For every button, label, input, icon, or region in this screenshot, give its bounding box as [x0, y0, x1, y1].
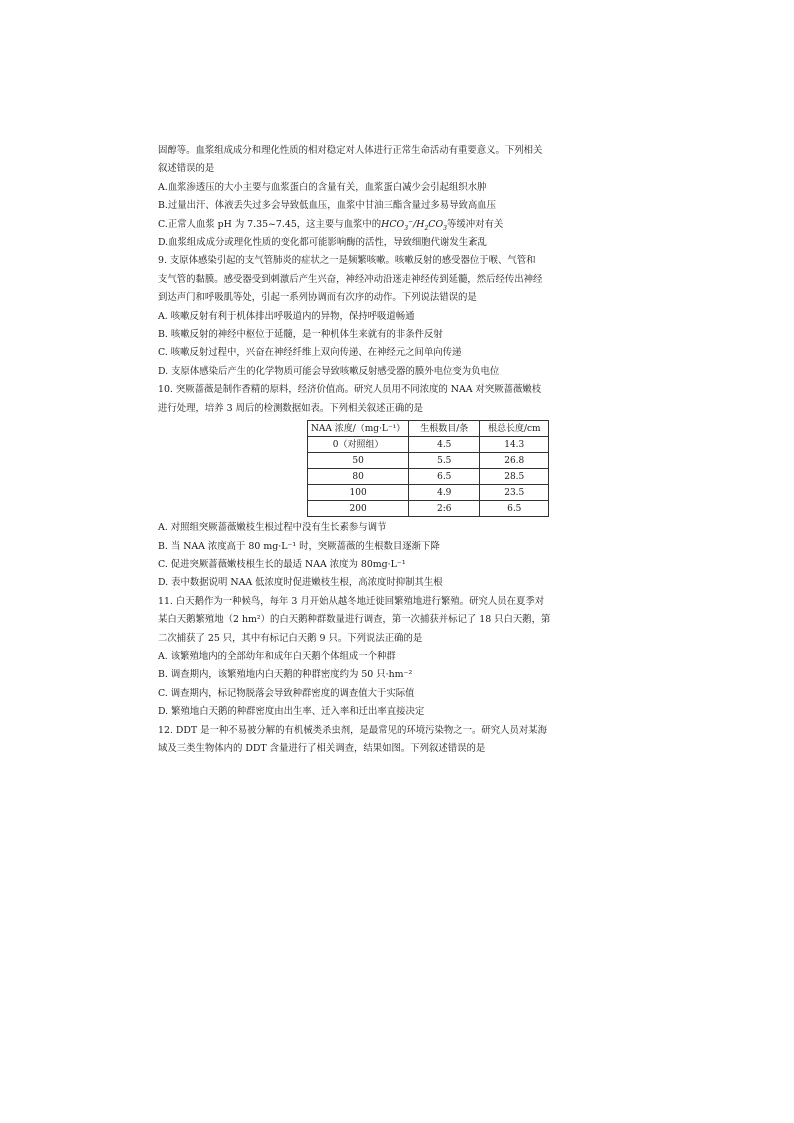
table-cell: 5.5: [409, 453, 480, 469]
q9-option-a: A. 咳嗽反射有利于机体排出呼吸道内的异物，保持呼吸道畅通: [158, 310, 415, 322]
q10-option-b: B. 当 NAA 浓度高于 80 mg·L⁻¹ 时，突厥蔷薇的生根数目逐渐下降: [158, 540, 440, 552]
q11-stem-line-1: 11. 白天鹅作为一种候鸟，每年 3 月开始从越冬地迁徙回繁殖地进行繁殖。研究人员在夏季对: [158, 595, 545, 607]
q11-option-c: C. 调查期内，标记物脱落会导致种群密度的调查值大于实际值: [158, 687, 415, 699]
table-cell: 26.8: [480, 453, 549, 469]
q11-option-b: B. 调查期内，该繁殖地内白天鹅的种群密度约为 50 只·hm⁻²: [158, 669, 413, 681]
q12-stem-line-1: 12. DDT 是一种不易被分解的有机械类杀虫剂，是最常见的环境污染物之一。研究人员对某海: [158, 724, 548, 736]
q11-option-a: A. 该繁殖地内的全部幼年和成年白天鹅个体组成一个种群: [158, 650, 396, 662]
q8-option-d: D.血浆组成成分或理化性质的变化都可能影响酶的活性，导致细胞代谢发生紊乱: [158, 237, 487, 249]
naa-data-table: [307, 420, 549, 517]
q10-option-a: A. 对照组突厥蔷薇嫩枝生根过程中没有生长素参与调节: [158, 522, 387, 534]
q11-option-d: D. 繁殖地白天鹅的种群密度由出生率、迁入率和迁出率直接决定: [158, 706, 425, 718]
q9-stem-line-1: 9. 支原体感染引起的支气管肺炎的症状之一是频繁咳嗽。咳嗽反射的感受器位于喉、气管和: [158, 255, 536, 267]
q8-option-c-text: C.正常人血浆 pH 为 7.35~7.45，这主要与血浆中的: [158, 218, 382, 230]
table-row: [308, 437, 549, 453]
q8-option-c-tail: 等缓冲对有关: [446, 218, 504, 230]
q12-stem-line-2: 域及三类生物体内的 DDT 含量进行了相关调查，结果如图。下列叙述错误的是: [158, 742, 486, 754]
q8-option-c: [158, 216, 618, 234]
table-cell: 100: [308, 485, 409, 501]
q9-option-b: B. 咳嗽反射的神经中枢位于延髓，是一种机体生来就有的非条件反射: [158, 329, 443, 341]
q10-stem-line-1: 10. 突厥蔷薇是制作香精的原料，经济价值高。研究人员用不同浓度的 NAA 对突厥蔷薇嫩枝: [158, 384, 542, 396]
table-row: [308, 501, 549, 517]
q8-option-b: B.过量出汗、体液丢失过多会导致低血压，血浆中甘油三酯含量过多易导致高血压: [158, 200, 496, 212]
table-header-row: [308, 421, 549, 437]
table-cell: 50: [308, 453, 409, 469]
table-cell: 4.5: [409, 437, 480, 453]
table-cell: 6.5: [409, 469, 480, 485]
q9-stem-line-2: 支气管的黏膜。感受器受到刺激后产生兴奋，神经冲动沿迷走神经传到延髓，然后经传出神经: [158, 273, 543, 285]
table-cell: 4.9: [409, 485, 480, 501]
table-row: [308, 485, 549, 501]
table-cell: 2:6: [409, 501, 480, 517]
table-cell: 0（对照组）: [308, 437, 409, 453]
q9-option-c: C. 咳嗽反射过程中，兴奋在神经纤维上双向传递、在神经元之间单向传递: [158, 347, 462, 359]
table-row: [308, 469, 549, 485]
table-cell: 23.5: [480, 485, 549, 501]
table-header-cell: NAA 浓度/（mg·L⁻¹）: [308, 421, 409, 437]
table-cell: 6.5: [480, 501, 549, 517]
table-row: [308, 453, 549, 469]
table-header-cell: 根总长度/cm: [480, 421, 549, 437]
table-cell: 28.5: [480, 469, 549, 485]
table-cell: 200: [308, 501, 409, 517]
q11-stem-line-3: 二次捕获了 25 只，其中有标记白天鹅 9 只。下列说法正确的是: [158, 632, 423, 644]
q8-option-a: A.血浆渗透压的大小主要与血浆蛋白的含量有关，血浆蛋白减少会引起组织水肿: [158, 181, 487, 193]
table-header-cell: 生根数目/条: [409, 421, 480, 437]
q8-stem-line-2: 叙述错误的是: [158, 163, 215, 175]
q9-option-d: D. 支原体感染后产生的化学物质可能会导致咳嗽反射感受器的膜外电位变为负电位: [158, 365, 500, 377]
table-cell: 80: [308, 469, 409, 485]
q8-chem-bicarbonate: $HCO_3^-/H_2CO_3$: [381, 217, 447, 232]
q10-option-c: C. 促进突厥蔷薇嫩枝根生长的最适 NAA 浓度为 80mg·L⁻¹: [158, 558, 406, 570]
q11-stem-line-2: 某白天鹅繁殖地（2 hm²）的白天鹅种群数量进行调查，第一次捕获并标记了 18 只白天鹅，第: [158, 614, 551, 626]
exam-page: [158, 142, 618, 758]
q10-option-d: D. 表中数据说明 NAA 低浓度时促进嫩枝生根，高浓度时抑制其生根: [158, 577, 443, 589]
q10-stem-line-2: 进行处理，培养 3 周后的检测数据如表。下列相关叙述正确的是: [158, 402, 424, 414]
q8-stem-line-1: 固醇等。血浆组成成分和理化性质的相对稳定对人体进行正常生命活动有重要意义。下列相关: [158, 145, 543, 156]
table-cell: 14.3: [480, 437, 549, 453]
q9-stem-line-3: 到达声门和呼吸肌等处，引起一系列协调而有次序的动作。下列说法错误的是: [158, 292, 477, 304]
